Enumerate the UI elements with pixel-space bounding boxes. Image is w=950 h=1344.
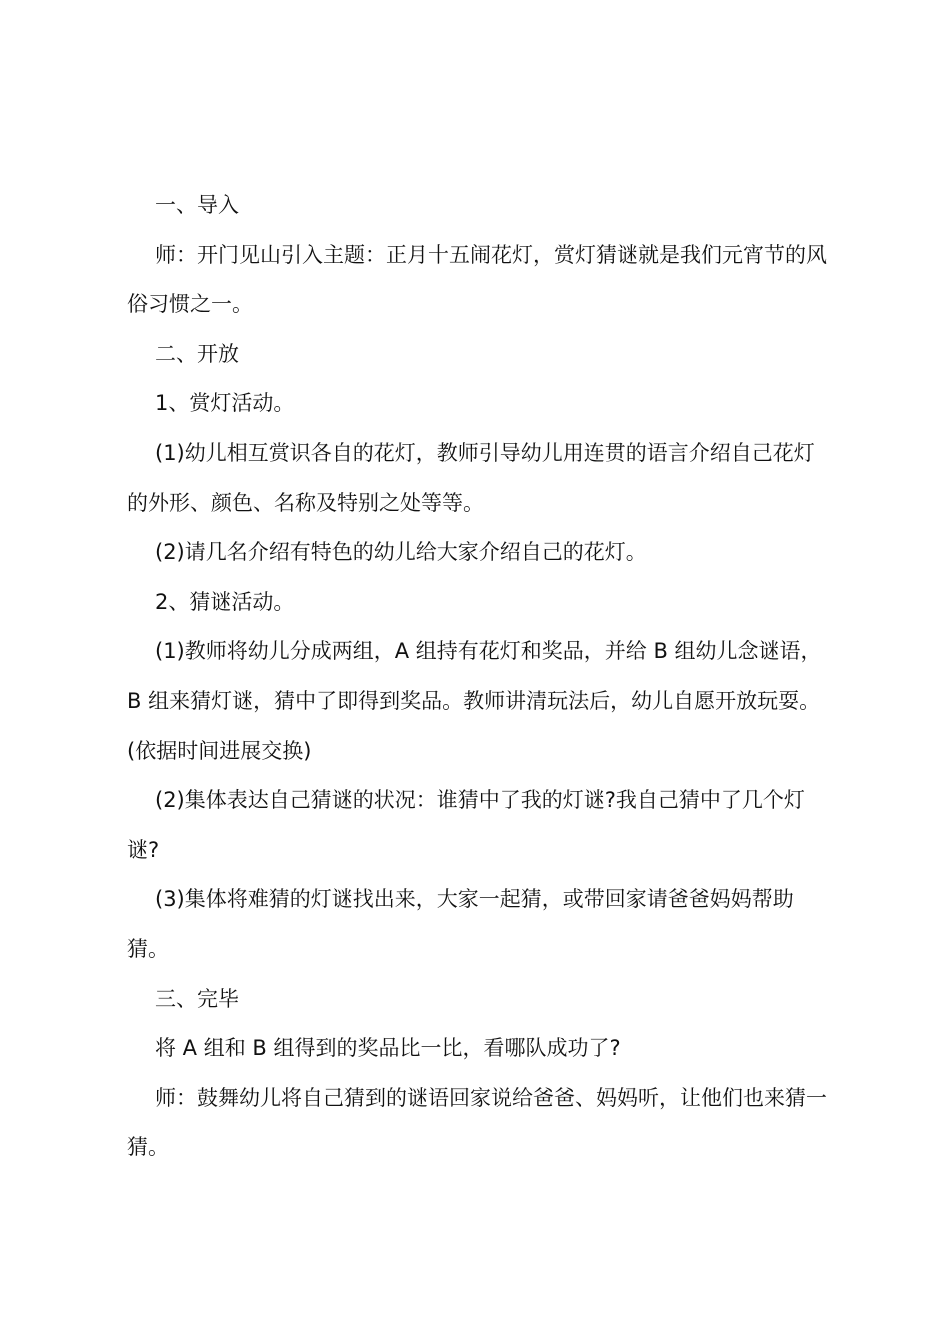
paragraph-compare-prizes: 将 A 组和 B 组得到的奖品比一比，看哪队成功了? — [155, 1036, 621, 1061]
paragraph-riddle-step-1: (1)教师将幼儿分成两组，A 组持有花灯和奖品，并给 B 组幼儿念谜语，B 组来猜灯谜，猜中了即得到奖品。教师讲清玩法后，幼儿自愿开放玩耍。(依据时间进展交换) — [127, 639, 822, 763]
section-heading-open: 二、开放 — [155, 341, 239, 366]
section-heading-end: 三、完毕 — [155, 986, 239, 1011]
paragraph-lantern-step-2: (2)请几名介绍有特色的幼儿给大家介绍自己的花灯。 — [155, 540, 647, 565]
paragraph-riddle-step-2: (2)集体表达自己猜谜的状况：谁猜中了我的灯谜?我自己猜中了几个灯谜? — [127, 788, 805, 862]
paragraph-teacher-intro: 师：开门见山引入主题：正月十五闹花灯，赏灯猜谜就是我们元宵节的风俗习惯之一。 — [127, 242, 827, 317]
section-heading-intro: 一、导入 — [155, 193, 239, 217]
paragraph-teacher-closing: 师：鼓舞幼儿将自己猜到的谜语回家说给爸爸、妈妈听，让他们也来猜一猜。 — [127, 1085, 827, 1160]
subheading-riddle-activity: 2、猜谜活动。 — [155, 589, 295, 614]
paragraph-riddle-step-3: (3)集体将难猜的灯谜找出来，大家一起猜，或带回家请爸爸妈妈帮助猜。 — [127, 887, 794, 961]
paragraph-lantern-step-1: (1)幼儿相互赏识各自的花灯，教师引导幼儿用连贯的语言介绍自己花灯的外形、颜色、名称及特别之处等等。 — [127, 440, 815, 515]
document-body — [127, 181, 833, 1173]
subheading-lantern-activity: 1、赏灯活动。 — [155, 391, 295, 416]
